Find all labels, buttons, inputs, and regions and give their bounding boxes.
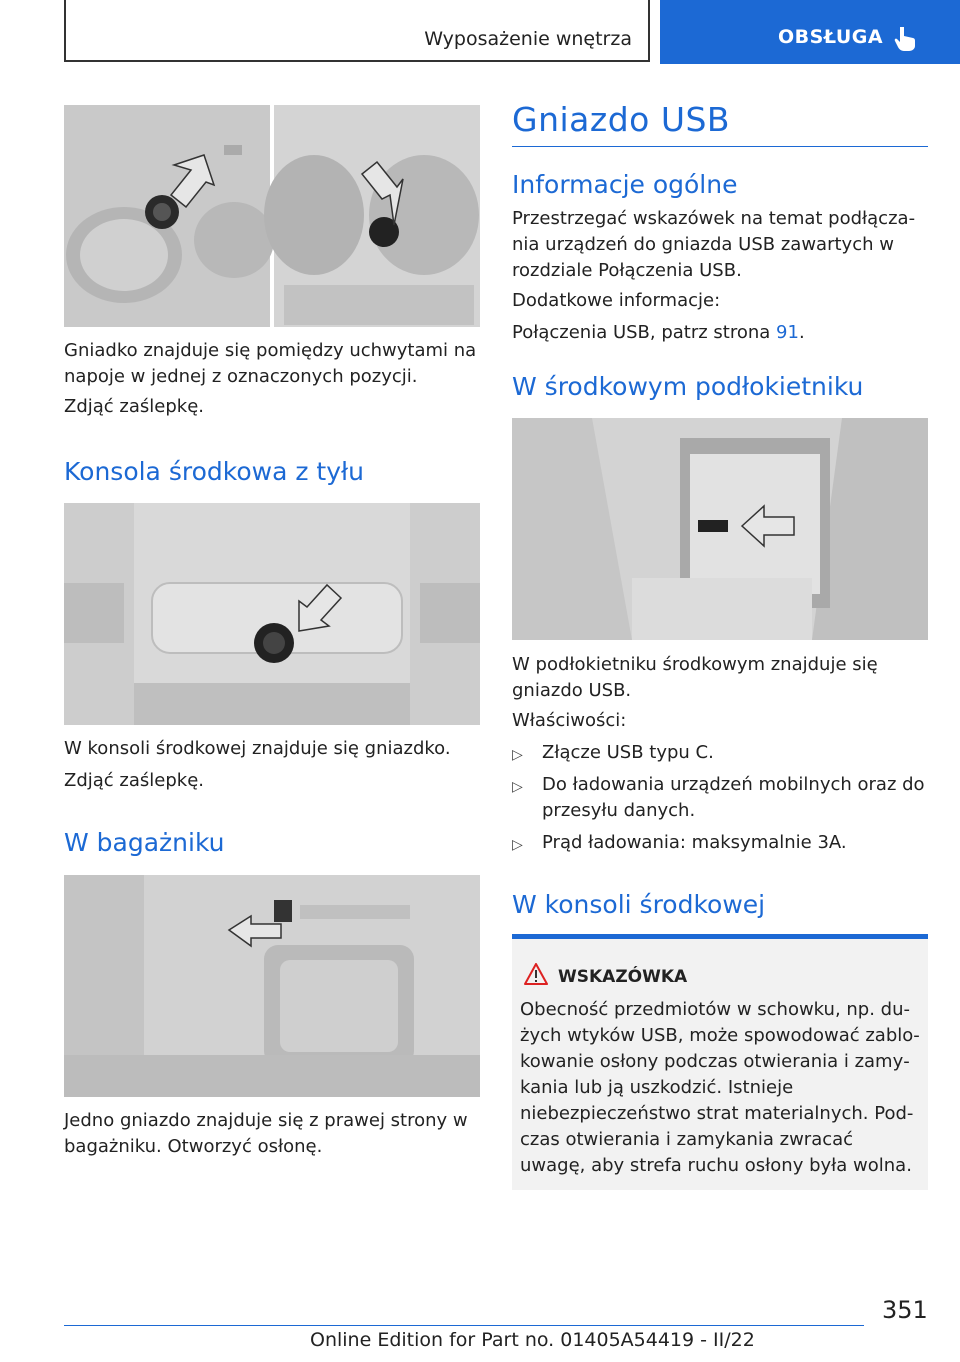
- page-number: 351: [882, 1296, 928, 1324]
- properties-label: Właściwości:: [512, 710, 627, 731]
- armrest-heading: W środkowym podłokietniku: [512, 372, 864, 401]
- footer-rule: [64, 1325, 864, 1326]
- section-title: Wyposażenie wnętrza: [424, 28, 632, 50]
- trunk-heading: W bagażniku: [64, 828, 225, 857]
- list-item: ▷ Złącze USB typu C.: [512, 740, 928, 766]
- warning-title: WSKAZÓWKA: [558, 967, 688, 987]
- section-header: [64, 0, 650, 62]
- warning-text: Obecność przedmiotów w schowku, np. dużych wtyków USB, może spowodować zablokowanie osłony podczas otwierania i zamykania lub ją uszkodzić. Istnieje niebezpieczeństwo strat materialnych. Podczas otwierania i zamykania zwracać uwagę, aby strefa ruchu osłony była wolna.: [520, 999, 920, 1176]
- triangle-bullet-icon: ▷: [512, 779, 523, 795]
- usb-reference: Połączenia USB, patrz strona 91.: [512, 322, 805, 343]
- page-link[interactable]: 91: [776, 322, 799, 343]
- cupholder-paragraph: Gniadko znajduje się pomiędzy uchwytami na napoje w jednej z oznaczonych pozycji.: [64, 340, 477, 387]
- usb-title: Gniazdo USB: [512, 100, 731, 139]
- chapter-title: OBSŁUGA: [778, 26, 884, 48]
- trunk-photo: [64, 875, 480, 1097]
- cupholder-instruction: Zdjąć zaślepkę.: [64, 396, 204, 417]
- chapter-tab[interactable]: [660, 0, 960, 64]
- armrest-paragraph: W podłokietniku środkowym znajduje się gniazdo USB.: [512, 654, 878, 701]
- rear-console-paragraph: W konsoli środkowej znajduje się gniazdko.: [64, 738, 451, 759]
- general-info-heading: Informacje ogólne: [512, 170, 738, 199]
- trunk-paragraph: Jedno gniazdo znajduje się z prawej strony w bagażniku. Otworzyć osłonę.: [64, 1110, 468, 1157]
- rear-console-heading: Konsola środkowa z tyłu: [64, 457, 364, 486]
- list-item: ▷ Prąd ładowania: maksymalnie 3A.: [512, 830, 928, 856]
- rear-console-instruction: Zdjąć zaślepkę.: [64, 770, 204, 791]
- pointing-hand-icon: [894, 26, 916, 52]
- general-info-paragraph: Przestrzegać wskazówek na temat podłączania urządzeń do gniazda USB zawartych w rozdziale Połączenia USB.: [512, 208, 916, 281]
- rear-console-photo: [64, 503, 480, 725]
- title-rule: [512, 146, 928, 147]
- triangle-bullet-icon: ▷: [512, 747, 523, 763]
- edition-footer: Online Edition for Part no. 01405A54419 - II/22: [310, 1329, 755, 1351]
- center-console-heading: W konsoli środkowej: [512, 890, 766, 919]
- warning-triangle-icon: [524, 963, 548, 985]
- triangle-bullet-icon: ▷: [512, 837, 523, 853]
- additional-info-label: Dodatkowe informacje:: [512, 290, 721, 311]
- warning-box: [512, 934, 928, 1190]
- cupholder-socket-photo: [64, 105, 480, 327]
- armrest-photo: [512, 418, 928, 640]
- list-item: ▷ Do ładowania urządzeń mobilnych oraz do przesyłu danych.: [512, 774, 925, 821]
